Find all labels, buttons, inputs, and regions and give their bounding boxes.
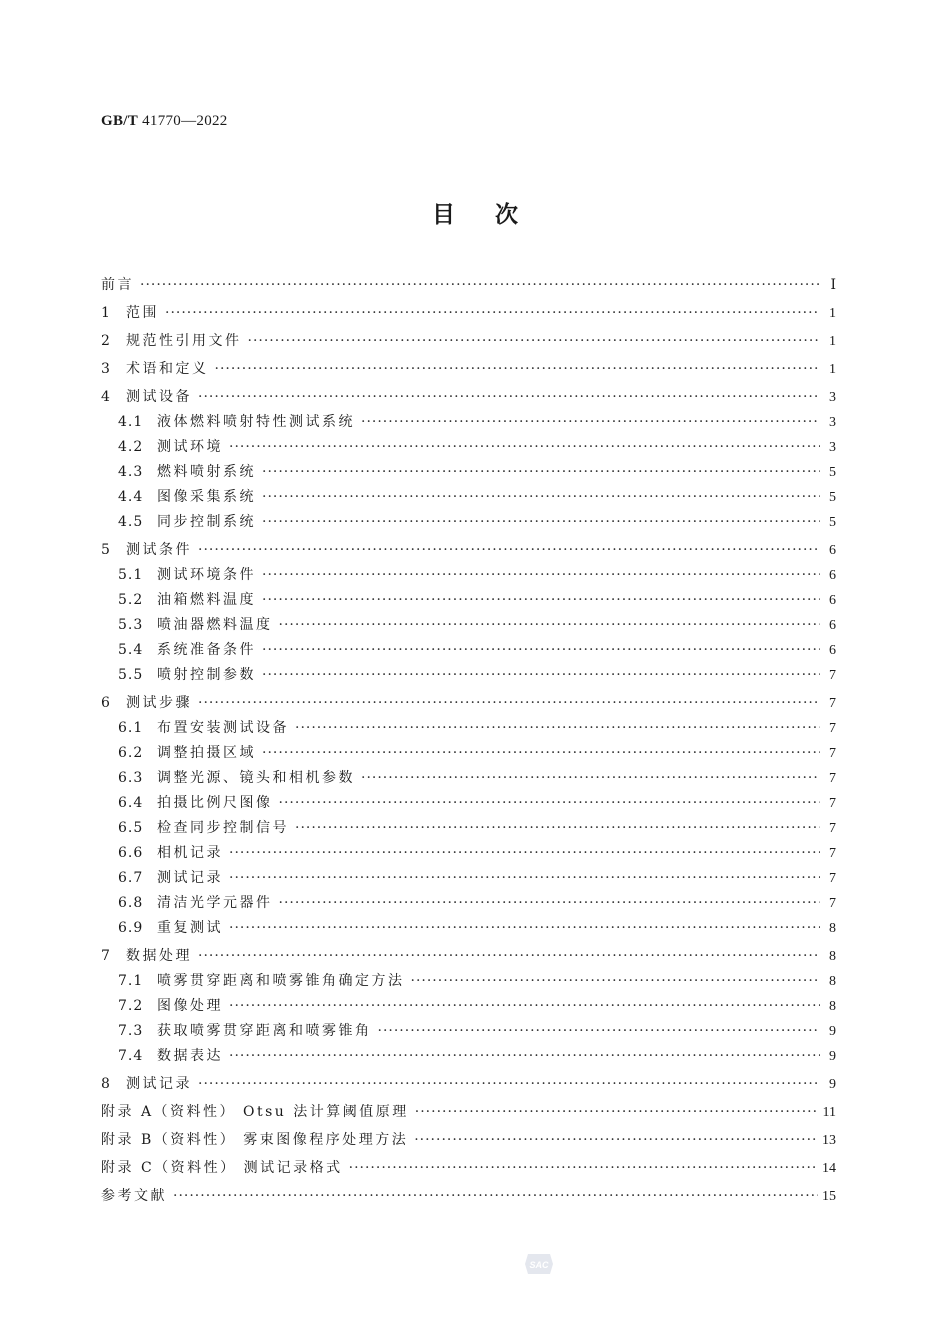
toc-entry[interactable] bbox=[101, 766, 836, 791]
standard-prefix: GB/T bbox=[101, 113, 139, 129]
toc-leader-dots bbox=[198, 538, 820, 563]
toc-entry-number: 4 bbox=[101, 389, 111, 405]
sac-logo-icon bbox=[524, 1251, 554, 1277]
toc-entry[interactable] bbox=[101, 969, 836, 994]
toc-entry-number: 6.4 bbox=[118, 795, 144, 811]
toc-entry-number: 4.4 bbox=[118, 489, 144, 505]
toc-entry[interactable] bbox=[101, 916, 836, 941]
toc-leader-dots bbox=[279, 613, 821, 638]
toc-entry-page: Ⅰ bbox=[830, 278, 836, 293]
toc-leader-dots bbox=[248, 329, 821, 354]
toc-entry-label: 喷射控制参数 bbox=[157, 667, 256, 683]
toc-entry-number: 6.9 bbox=[118, 920, 144, 936]
toc-entry-page: 8 bbox=[829, 999, 836, 1014]
toc-entry[interactable] bbox=[101, 1100, 836, 1125]
toc-entry-page: 7 bbox=[829, 846, 836, 861]
toc-entry-label: 附录 A（资料性） Otsu 法计算阈值原理 bbox=[101, 1104, 409, 1120]
toc-entry-page: 7 bbox=[829, 721, 836, 736]
toc-leader-dots bbox=[411, 969, 821, 994]
toc-leader-dots bbox=[262, 485, 820, 510]
toc-entry[interactable] bbox=[101, 435, 836, 460]
toc-entry-label: 测试记录 bbox=[157, 870, 223, 886]
toc-entry-page: 9 bbox=[829, 1077, 836, 1092]
toc-entry-page: 7 bbox=[829, 821, 836, 836]
toc-entry-label: 图像处理 bbox=[157, 998, 223, 1014]
toc-leader-dots bbox=[229, 435, 820, 460]
toc-entry[interactable] bbox=[101, 663, 836, 688]
toc-entry-label: 燃料喷射系统 bbox=[157, 464, 256, 480]
toc-leader-dots bbox=[279, 891, 821, 916]
toc-leader-dots bbox=[378, 1019, 821, 1044]
toc-entry-page: 11 bbox=[822, 1105, 836, 1120]
toc-entry[interactable] bbox=[101, 588, 836, 613]
toc-entry-page: 6 bbox=[829, 543, 836, 558]
toc-entry-number: 5 bbox=[101, 542, 111, 558]
toc-entry-label: 调整拍摄区域 bbox=[157, 745, 256, 761]
toc-entry[interactable] bbox=[101, 510, 836, 535]
toc-entry-label: 清洁光学元器件 bbox=[157, 895, 273, 911]
toc-entry-page: 9 bbox=[829, 1024, 836, 1039]
toc-entry-page: 8 bbox=[829, 921, 836, 936]
toc-leader-dots bbox=[415, 1100, 819, 1125]
toc-leader-dots bbox=[165, 301, 820, 326]
toc-entry-number: 7.2 bbox=[118, 998, 144, 1014]
toc-entry-number: 7.3 bbox=[118, 1023, 144, 1039]
toc-entry-number: 6.7 bbox=[118, 870, 144, 886]
standard-number: 41770—2022 bbox=[142, 113, 228, 129]
toc-entry[interactable] bbox=[101, 994, 836, 1019]
toc-entry-label: 数据表达 bbox=[157, 1048, 223, 1064]
sac-logo-text: SAC bbox=[529, 1260, 549, 1270]
toc-entry[interactable] bbox=[101, 944, 836, 969]
toc-leader-dots bbox=[262, 741, 820, 766]
toc-entry-number: 2 bbox=[101, 333, 111, 349]
toc-leader-dots bbox=[229, 841, 820, 866]
toc-entry-label: 参考文献 bbox=[101, 1188, 167, 1204]
toc-entry[interactable] bbox=[101, 485, 836, 510]
toc-entry-number: 7 bbox=[101, 948, 111, 964]
toc-entry-label: 测试步骤 bbox=[126, 695, 192, 711]
toc-entry[interactable] bbox=[101, 538, 836, 563]
toc-entry[interactable] bbox=[101, 1044, 836, 1069]
toc-entry-page: 8 bbox=[829, 974, 836, 989]
toc-entry-label: 同步控制系统 bbox=[157, 514, 256, 530]
toc-leader-dots bbox=[198, 385, 820, 410]
toc-entry-page: 7 bbox=[829, 668, 836, 683]
toc-entry-page: 1 bbox=[829, 306, 836, 321]
toc-entry-page: 14 bbox=[822, 1161, 836, 1176]
toc-leader-dots bbox=[229, 916, 820, 941]
toc-entry[interactable] bbox=[101, 563, 836, 588]
toc-entry-label: 布置安装测试设备 bbox=[157, 720, 289, 736]
toc-entry[interactable] bbox=[101, 1128, 836, 1153]
toc-entry-label: 术语和定义 bbox=[126, 361, 209, 377]
toc-entry-label: 数据处理 bbox=[126, 948, 192, 964]
toc-entry[interactable] bbox=[101, 385, 836, 410]
toc-entry[interactable] bbox=[101, 301, 836, 326]
toc-entry-page: 5 bbox=[829, 465, 836, 480]
toc-entry-number: 7.1 bbox=[118, 973, 144, 989]
toc-entry[interactable] bbox=[101, 816, 836, 841]
toc-entry-page: 13 bbox=[822, 1133, 836, 1148]
toc-entry[interactable] bbox=[101, 1072, 836, 1097]
toc-entry[interactable] bbox=[101, 329, 836, 354]
toc-entry-number: 6.6 bbox=[118, 845, 144, 861]
toc-entry[interactable] bbox=[101, 1184, 836, 1209]
toc-entry[interactable] bbox=[101, 891, 836, 916]
toc-entry-number: 8 bbox=[101, 1076, 111, 1092]
toc-leader-dots bbox=[140, 273, 820, 298]
toc-entry-label: 测试条件 bbox=[126, 542, 192, 558]
toc-entry-label: 前言 bbox=[101, 277, 134, 293]
toc-entry-number: 4.1 bbox=[118, 414, 144, 430]
toc-entry-number: 5.5 bbox=[118, 667, 144, 683]
toc-entry-label: 测试环境 bbox=[157, 439, 223, 455]
toc-entry-label: 范围 bbox=[126, 305, 159, 321]
toc-entry[interactable] bbox=[101, 841, 836, 866]
toc-entry-page: 6 bbox=[829, 618, 836, 633]
toc-entry-page: 6 bbox=[829, 568, 836, 583]
toc-entry[interactable] bbox=[101, 460, 836, 485]
toc-entry-label: 重复测试 bbox=[157, 920, 223, 936]
toc-entry-label: 附录 C（资料性） 测试记录格式 bbox=[101, 1160, 343, 1176]
toc-entry[interactable] bbox=[101, 716, 836, 741]
toc-entry-page: 7 bbox=[829, 696, 836, 711]
toc-entry-number: 6.1 bbox=[118, 720, 144, 736]
table-of-contents bbox=[101, 273, 836, 1209]
toc-leader-dots bbox=[229, 994, 820, 1019]
page-title: 目次 bbox=[432, 202, 558, 228]
toc-entry-number: 5.1 bbox=[118, 567, 144, 583]
toc-leader-dots bbox=[215, 357, 821, 382]
toc-entry-page: 6 bbox=[829, 643, 836, 658]
toc-entry[interactable] bbox=[101, 613, 836, 638]
toc-entry-number: 4.5 bbox=[118, 514, 144, 530]
toc-entry-number: 6.2 bbox=[118, 745, 144, 761]
toc-entry-number: 6.3 bbox=[118, 770, 144, 786]
toc-leader-dots bbox=[349, 1156, 818, 1181]
toc-leader-dots bbox=[198, 691, 820, 716]
toc-entry-page: 7 bbox=[829, 771, 836, 786]
toc-entry[interactable] bbox=[101, 741, 836, 766]
toc-entry-label: 油箱燃料温度 bbox=[157, 592, 256, 608]
toc-entry-number: 4.2 bbox=[118, 439, 144, 455]
toc-entry-label: 获取喷雾贯穿距离和喷雾锥角 bbox=[157, 1023, 372, 1039]
toc-entry-page: 7 bbox=[829, 746, 836, 761]
toc-entry-page: 6 bbox=[829, 593, 836, 608]
toc-entry-number: 6.5 bbox=[118, 820, 144, 836]
toc-entry-page: 1 bbox=[829, 334, 836, 349]
toc-leader-dots bbox=[262, 510, 820, 535]
toc-entry-label: 测试设备 bbox=[126, 389, 192, 405]
toc-entry[interactable] bbox=[101, 638, 836, 663]
toc-entry[interactable] bbox=[101, 357, 836, 382]
toc-entry-number: 4.3 bbox=[118, 464, 144, 480]
toc-entry-page: 8 bbox=[829, 949, 836, 964]
toc-entry-page: 15 bbox=[822, 1189, 836, 1204]
toc-entry-page: 3 bbox=[829, 440, 836, 455]
toc-leader-dots bbox=[295, 716, 820, 741]
toc-entry-label: 相机记录 bbox=[157, 845, 223, 861]
toc-leader-dots bbox=[414, 1128, 818, 1153]
toc-entry-page: 1 bbox=[829, 362, 836, 377]
toc-entry-label: 调整光源、镜头和相机参数 bbox=[157, 770, 355, 786]
toc-leader-dots bbox=[173, 1184, 818, 1209]
toc-entry-number: 5.3 bbox=[118, 617, 144, 633]
toc-entry-number: 6 bbox=[101, 695, 111, 711]
toc-leader-dots bbox=[262, 563, 820, 588]
toc-entry-page: 9 bbox=[829, 1049, 836, 1064]
toc-leader-dots bbox=[262, 460, 820, 485]
toc-entry-label: 附录 B（资料性） 雾束图像程序处理方法 bbox=[101, 1132, 409, 1148]
toc-entry-number: 7.4 bbox=[118, 1048, 144, 1064]
toc-entry-page: 5 bbox=[829, 515, 836, 530]
toc-entry-number: 1 bbox=[101, 305, 111, 321]
toc-leader-dots bbox=[198, 1072, 820, 1097]
toc-entry-label: 测试环境条件 bbox=[157, 567, 256, 583]
toc-entry-label: 图像采集系统 bbox=[157, 489, 256, 505]
toc-entry-page: 3 bbox=[829, 390, 836, 405]
toc-entry[interactable] bbox=[101, 273, 836, 298]
toc-leader-dots bbox=[229, 1044, 820, 1069]
toc-leader-dots bbox=[262, 638, 820, 663]
toc-entry[interactable] bbox=[101, 866, 836, 891]
toc-leader-dots bbox=[279, 791, 821, 816]
toc-leader-dots bbox=[361, 766, 820, 791]
toc-entry[interactable] bbox=[101, 791, 836, 816]
toc-entry-label: 喷雾贯穿距离和喷雾锥角确定方法 bbox=[157, 973, 405, 989]
toc-entry-page: 5 bbox=[829, 490, 836, 505]
toc-entry-page: 3 bbox=[829, 415, 836, 430]
toc-entry-label: 测试记录 bbox=[126, 1076, 192, 1092]
toc-entry-page: 7 bbox=[829, 796, 836, 811]
toc-entry-label: 拍摄比例尺图像 bbox=[157, 795, 273, 811]
toc-entry-number: 5.4 bbox=[118, 642, 144, 658]
toc-leader-dots bbox=[198, 944, 820, 969]
toc-leader-dots bbox=[262, 588, 820, 613]
toc-entry[interactable] bbox=[101, 410, 836, 435]
toc-leader-dots bbox=[361, 410, 820, 435]
toc-leader-dots bbox=[295, 816, 820, 841]
toc-entry-label: 系统准备条件 bbox=[157, 642, 256, 658]
toc-entry-number: 6.8 bbox=[118, 895, 144, 911]
toc-entry-page: 7 bbox=[829, 896, 836, 911]
toc-entry[interactable] bbox=[101, 1019, 836, 1044]
toc-entry[interactable] bbox=[101, 691, 836, 716]
toc-entry-label: 液体燃料喷射特性测试系统 bbox=[157, 414, 355, 430]
toc-leader-dots bbox=[262, 663, 820, 688]
toc-leader-dots bbox=[229, 866, 820, 891]
toc-entry-number: 3 bbox=[101, 361, 111, 377]
toc-entry-number: 5.2 bbox=[118, 592, 144, 608]
toc-entry-label: 规范性引用文件 bbox=[126, 333, 242, 349]
toc-entry-label: 检查同步控制信号 bbox=[157, 820, 289, 836]
standard-code bbox=[101, 113, 228, 130]
toc-entry-page: 7 bbox=[829, 871, 836, 886]
toc-entry-label: 喷油器燃料温度 bbox=[157, 617, 273, 633]
toc-entry[interactable] bbox=[101, 1156, 836, 1181]
